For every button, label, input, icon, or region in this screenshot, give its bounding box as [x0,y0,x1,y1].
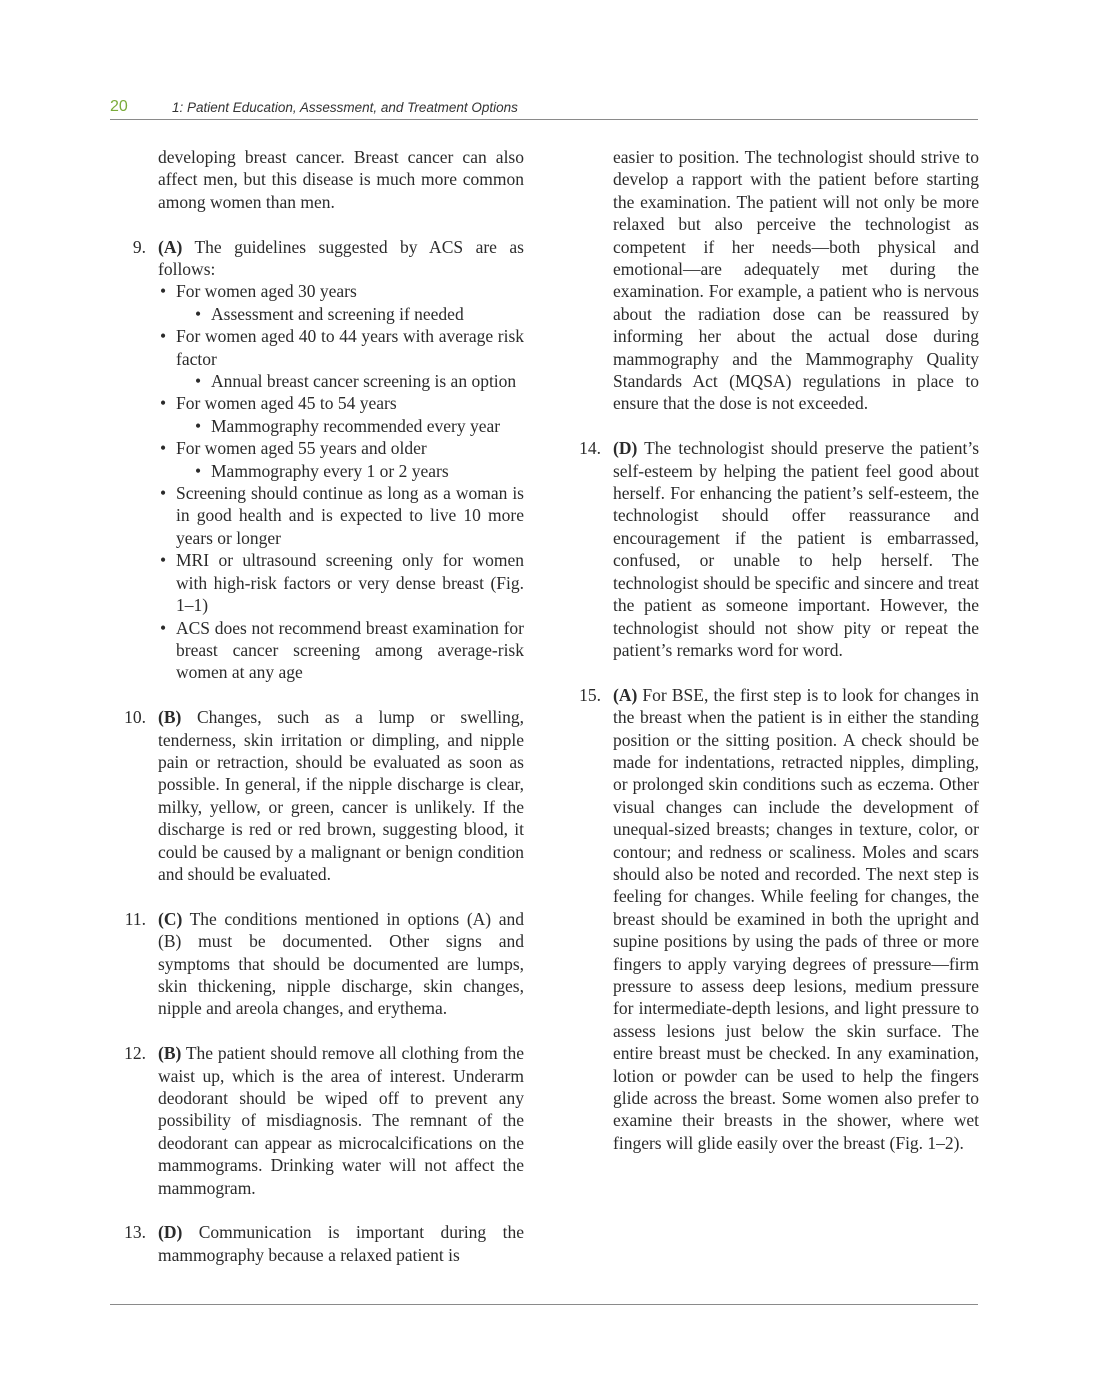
page-number: 20 [110,98,128,115]
answer-text: The technologist should preserve the patient’s self-esteem by helping the patient feel good about herself. For enhancing the patient’s self-esteem, the technologist should offer reassurance and encouragement if the patient is embarrassed, confused, or unable to help herself. The technologist should be specific and sincere and treat the patient as someone important. However, the technologist should not show pity or repeat the patient’s remarks word for word. [613,438,979,660]
answer-text: The conditions mentioned in options (A) and (B) must be documented. Other signs and symptoms that should be documented are lumps, skin thickening, nipple discharge, skin changes, nipple and areola changes, and erythema. [158,908,524,1019]
right-column [579,146,979,1154]
item-number: 10. [124,707,146,728]
bullet-item: • For women aged 40 to 44 years with average risk factor • Annual breast cancer screening is an option [158,325,524,392]
answer-item-11 [124,908,524,1020]
answer-letter: (A) [158,236,183,257]
sub-bullet-item: • Assessment and screening if needed [193,303,524,325]
item-number: 9. [132,236,146,257]
left-column [124,146,524,1266]
answer-item-15 [579,684,979,1155]
intro-paragraph: developing breast cancer. Breast cancer can also affect men, but this disease is much more common among women than men. [158,147,524,212]
answer-letter: (D) [613,438,638,459]
answer-text: For BSE, the first step is to look for changes in the breast when the patient is in either the standing position or the sitting position. A check should be made for indentations, retracted nipples, dimpling, or prolonged skin conditions such as eczema. Other visual changes can include the development of unequal-sized breasts; changes in texture, color, or contour; and redness or scaliness. Moles and scars should also be noted and recorded. The next step is feeling for changes. While feeling for changes, the breast should be examined in both the upright and supine positions by using the pads of three or more fingers to apply varying degrees of pressure—firm pressure to assess deep lesions, medium pressure for intermediate-depth lesions, and light pressure to assess lesions just below the skin surface. The entire breast must be checked. In any examination, lotion or powder can be used to help the fingers glide across the breast. Some women also prefer to examine their breasts in the shower, where wet fingers will glide easily over the breast (Fig. 1–2). [613,684,979,1153]
header-rule [110,119,978,120]
guideline-list [158,280,524,683]
bullet-item: • MRI or ultrasound screening only for women with high-risk factors or very dense breast (Fig. 1–1) [158,549,524,616]
sub-bullet-item: • Mammography recommended every year [193,415,524,437]
bullet-item: • ACS does not recommend breast examination for breast cancer screening among average-risk women at any age [158,617,524,684]
item-number: 13. [124,1222,146,1243]
continuation-paragraph: easier to position. The technologist should strive to develop a rapport with the patient before starting the examination. The patient will not only be more relaxed but also perceive the technologist as competent if her needs—both physical and emotional—are adequately met during the examination. For example, a patient who is nervous about the radiation dose can be reassured by informing her about the actual dose during mammography and the Mammography Quality Standards Act (MQSA) regulations in place to ensure that the dose is not exceeded. [613,147,979,414]
answer-text: The patient should remove all clothing from the waist up, which is the area of interest. Underarm deodorant should be wiped off to prevent any possibility of misdiagnosis. The remnant of the deodorant can appear as microcalcifications on the mammograms. Drinking water will not affect the mammogram. [158,1043,524,1198]
bullet-item: • For women aged 30 years • Assessment and screening if needed [158,280,524,325]
item-number: 15. [579,684,601,705]
answer-text: The guidelines suggested by ACS are as follows: [158,236,524,280]
answer-item-9 [132,236,524,684]
answer-letter: (D) [158,1222,183,1243]
answer-item-10 [124,706,524,885]
page-header [110,98,978,120]
bullet-item: • Screening should continue as long as a woman is in good health and is expected to live 10 more years or longer [158,482,524,549]
bullet-item: • For women aged 45 to 54 years • Mammography recommended every year [158,392,524,437]
answer-letter: (B) [158,1043,182,1064]
answer-letter: (B) [158,707,182,728]
sub-bullet-item: • Mammography every 1 or 2 years [193,460,524,482]
answer-letter: (A) [613,684,638,705]
answer-text: Communication is important during the mammography because a relaxed patient is [158,1222,524,1265]
running-head: 1: Patient Education, Assessment, and Treatment Options [172,100,518,115]
answer-item-13 [124,1221,524,1266]
item-number: 11. [124,908,146,929]
answer-letter: (C) [158,908,183,929]
item-number: 14. [579,438,601,459]
answer-item-12 [124,1042,524,1199]
answer-text: Changes, such as a lump or swelling, tenderness, skin irritation or dimpling, and nipple pain or retraction, should be evaluated as soon as possible. In general, if the nipple discharge is clear, milky, yellow, or green, cancer is unlikely. If the discharge is red or red brown, suggesting blood, it could be caused by a malignant or benign condition and should be evaluated. [158,707,524,884]
footer-rule [110,1304,978,1305]
bullet-item: • For women aged 55 years and older • Mammography every 1 or 2 years [158,437,524,482]
answer-item-14 [579,437,979,661]
sub-bullet-item: • Annual breast cancer screening is an option [193,370,524,392]
item-number: 12. [124,1043,146,1064]
